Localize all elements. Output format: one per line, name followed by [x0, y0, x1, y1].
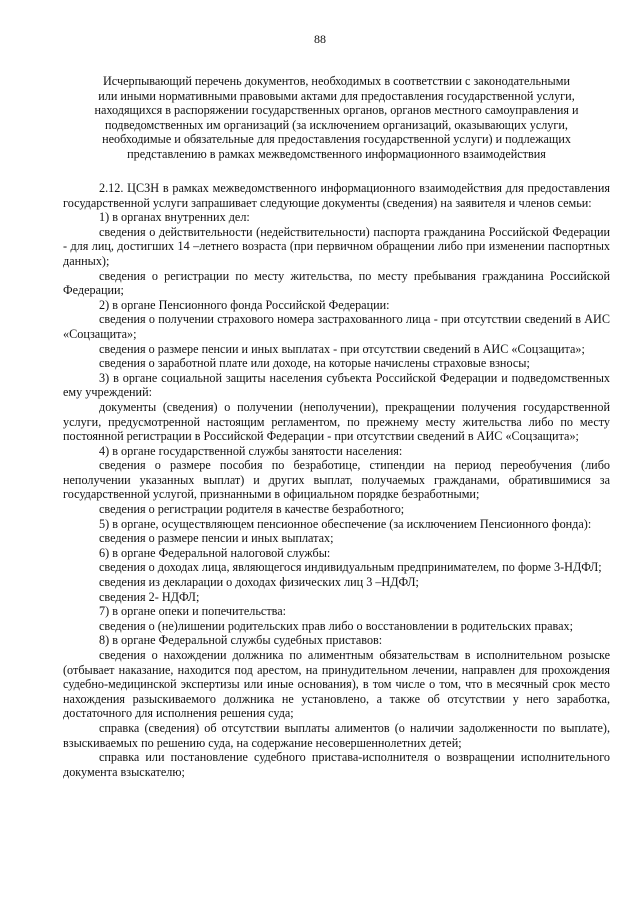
paragraph: сведения 2- НДФЛ; [99, 589, 200, 604]
paragraph: сведения о заработной плате или доходе, на которые начислены страховые взносы; [99, 356, 530, 371]
paragraph: справка или постановление судебного пристава-исполнителя о возвращении исполнительного документа взыскателю; [63, 750, 610, 779]
paragraph: сведения о (не)лишении родительских прав либо о восстановлении в родительских правах; [99, 618, 574, 633]
heading-line: Исчерпывающий перечень документов, необходимых в соответствии с законодательными [103, 74, 570, 88]
paragraph: 8) в органе Федеральной службы судебных приставов: [99, 633, 383, 648]
paragraph: 6) в органе Федеральной налоговой службы: [99, 545, 331, 560]
heading-line: подведомственных им организаций (за исключением организаций, оказывающих услуги, [105, 117, 568, 132]
paragraph: 2.12. ЦСЗН в рамках межведомственного информационного взаимодействия для предоставления государственной услуги запрашивает следующие документы (сведения) на заявителя и членов семьи: [63, 181, 610, 210]
paragraph: 4) в органе государственной службы занятости населения: [99, 443, 403, 458]
paragraph: сведения о размере пенсии и иных выплатах; [99, 531, 334, 546]
paragraph: сведения о размере пенсии и иных выплатах - при отсутствии сведений в АИС «Соцзащита»; [99, 341, 585, 356]
paragraph: 1) в органах внутренних дел: [99, 210, 250, 225]
paragraph: сведения о нахождении должника по алиментным обязательствам в исполнительном розыске (отбывает наказание, находится под арестом, на принудительном лечении, направлен для прохождения судебно-медицинской экспертизы или иные основания), в том числе о том, что в месячный срок место нахождения разыскиваемого должника не установлено, а также об отсутствии у него заработка, достаточного для исполнения решения суда; [63, 648, 610, 721]
paragraph: сведения о регистрации родителя в качестве безработного; [99, 502, 405, 517]
paragraph: сведения из декларации о доходах физических лиц 3 –НДФЛ; [99, 575, 419, 590]
paragraph: документы (сведения) о получении (неполучении), прекращении получения государственной услуги, предусмотренной настоящим регламентом, по прежнему месту жительства либо по месту постоянной регистрации в Российской Федерации - при отсутствии сведений в АИС «Соцзащита»; [63, 399, 610, 444]
page-number: 88 [314, 32, 326, 46]
paragraph: 2) в органе Пенсионного фонда Российской Федерации: [99, 297, 390, 312]
paragraph: сведения о регистрации по месту жительства, по месту пребывания гражданина Российской Федерации; [63, 268, 610, 298]
paragraph: сведения о действительности (недействительности) паспорта гражданина Российской Федерации - для лиц, достигших 14 –летнего возраста (при первичном обращении либо при изменении паспортных данных); [63, 224, 610, 268]
paragraph: сведения о размере пособия по безработице, стипендии на период переобучения (либо неполучении указанных выплат) и других выплат, получаемых гражданами, обратившимися за государственной услугой, признанными в официальном порядке безработными; [63, 458, 610, 502]
paragraph: 7) в органе опеки и попечительства: [99, 604, 287, 619]
paragraph: 3) в органе социальной защиты населения субъекта Российской Федерации и подведомственных ему учреждений: [63, 370, 610, 400]
paragraph: справка (сведения) об отсутствии выплаты алиментов (о наличии задолженности по выплате), взыскиваемых по решению суда, на содержание несовершеннолетних детей; [63, 720, 610, 750]
paragraph: сведения о доходах лица, являющегося индивидуальным предпринимателем, по форме 3-НДФЛ; [99, 560, 602, 575]
document-body [63, 181, 610, 779]
heading-line: необходимые и обязательные для предоставления государственной услуги) и подлежащих [102, 132, 571, 147]
heading-line: находящихся в распоряжении государственных органов, органов местного самоуправления и [94, 103, 579, 118]
heading-line: или иными нормативными правовыми актами для предоставления государственной услуги, [98, 88, 575, 103]
paragraph: сведения о получении страхового номера застрахованного лица - при отсутствии сведений в АИС «Соцзащита»; [63, 312, 610, 341]
paragraph: 5) в органе, осуществляющем пенсионное обеспечение (за исключением Пенсионного фонда): [99, 516, 592, 531]
heading-line: представлению в рамках межведомственного информационного взаимодействия [127, 146, 546, 161]
section-heading [63, 74, 610, 162]
